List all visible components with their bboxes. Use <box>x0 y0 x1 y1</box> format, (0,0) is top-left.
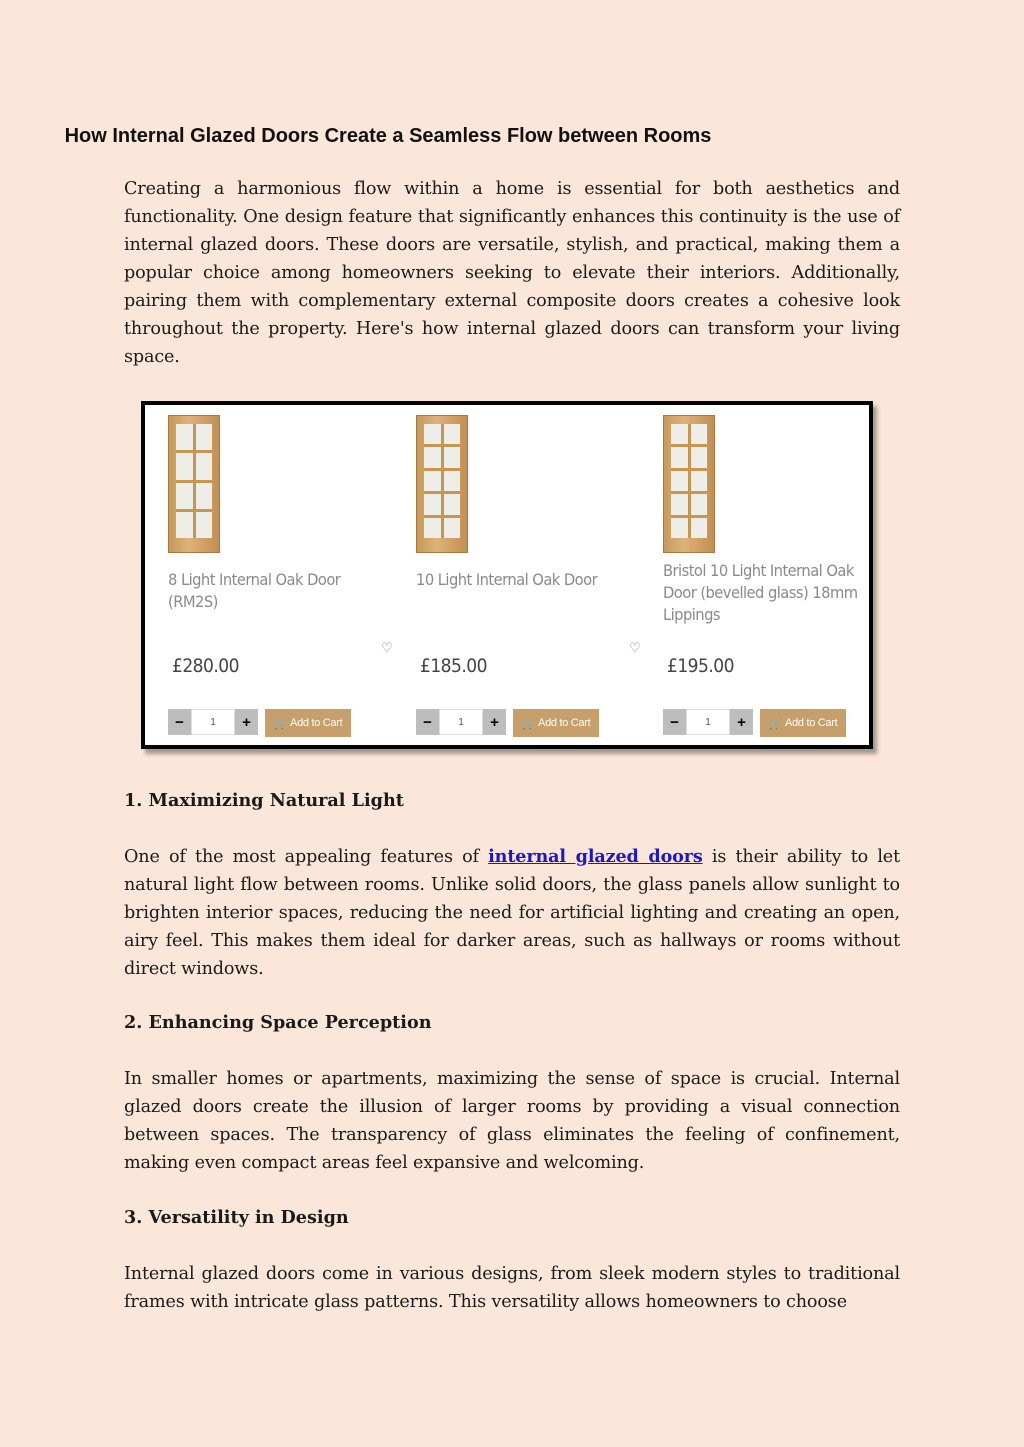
cart-icon: 🛒 <box>768 717 783 730</box>
section-heading: 3. Versatility in Design <box>124 1207 349 1228</box>
quantity-input[interactable]: 1 <box>686 709 730 735</box>
door-image[interactable] <box>663 415 715 553</box>
plus-icon[interactable]: + <box>483 709 506 735</box>
door-image[interactable] <box>416 415 468 553</box>
add-to-cart-label: Add to Cart <box>290 717 343 729</box>
plus-icon[interactable]: + <box>730 709 753 735</box>
section-heading: 2. Enhancing Space Perception <box>124 1012 432 1033</box>
section-text: is their ability to let natural light flow between rooms. Unlike solid doors, the glass panels allow sunlight to brighten interior spaces, reducing the need for artificial lighting and creating an open, airy feel. This makes them ideal for darker areas, such as hallways or rooms without direct windows. <box>124 847 900 979</box>
product-name[interactable]: Bristol 10 Light Internal Oak Door (bevelled glass) 18mm Lippings <box>663 561 858 624</box>
product-listing-image <box>141 401 873 749</box>
section-paragraph: Internal glazed doors come in various designs, from sleek modern styles to traditional frames with intricate glass patterns. This versatility allows homeowners to choose <box>124 1264 900 1312</box>
product-card <box>168 405 398 745</box>
minus-icon[interactable]: − <box>416 709 439 735</box>
add-to-cart-button[interactable] <box>265 709 351 737</box>
quantity-stepper <box>168 709 258 735</box>
add-to-cart-button[interactable] <box>513 709 599 737</box>
quantity-input[interactable]: 1 <box>439 709 483 735</box>
product-price: £195.00 <box>667 655 734 677</box>
product-name[interactable]: 10 Light Internal Oak Door <box>416 570 598 589</box>
plus-icon[interactable]: + <box>235 709 258 735</box>
product-card <box>416 405 646 745</box>
quantity-stepper <box>416 709 506 735</box>
section-paragraph: In smaller homes or apartments, maximizing the sense of space is crucial. Internal glazed doors create the illusion of larger rooms by providing a visual connection between spaces. The transparency of glass eliminates the feeling of confinement, making even compact areas feel expansive and welcoming. <box>124 1069 900 1173</box>
minus-icon[interactable]: − <box>663 709 686 735</box>
page-title: How Internal Glazed Doors Create a Seamless Flow between Rooms <box>64 125 712 147</box>
cart-icon: 🛒 <box>521 717 536 730</box>
section-paragraph <box>124 843 900 983</box>
door-image[interactable] <box>168 415 220 553</box>
quantity-input[interactable]: 1 <box>191 709 235 735</box>
heart-outline-icon[interactable]: ♡ <box>381 640 393 655</box>
cart-icon: 🛒 <box>273 717 288 730</box>
internal-glazed-doors-link[interactable]: internal glazed doors <box>488 846 703 867</box>
product-card <box>663 405 893 745</box>
product-name[interactable]: 8 Light Internal Oak Door (RM2S) <box>168 570 341 611</box>
quantity-stepper <box>663 709 753 735</box>
intro-paragraph: Creating a harmonious flow within a home is essential for both aesthetics and functionality. One design feature that significantly enhances this continuity is the use of internal glazed doors. These doors are versatile, stylish, and practical, making them a popular choice among homeowners seeking to elevate their interiors. Additionally, pairing them with complementary external composite doors creates a cohesive look throughout the property. Here's how internal glazed doors can transform your living space. <box>124 179 900 367</box>
section-heading: 1. Maximizing Natural Light <box>124 790 404 811</box>
heart-outline-icon[interactable]: ♡ <box>629 640 641 655</box>
product-price: £185.00 <box>420 655 487 677</box>
minus-icon[interactable]: − <box>168 709 191 735</box>
product-price: £280.00 <box>172 655 239 677</box>
add-to-cart-label: Add to Cart <box>785 717 838 729</box>
add-to-cart-label: Add to Cart <box>538 717 591 729</box>
add-to-cart-button[interactable] <box>760 709 846 737</box>
section-text: One of the most appealing features of <box>124 847 489 867</box>
